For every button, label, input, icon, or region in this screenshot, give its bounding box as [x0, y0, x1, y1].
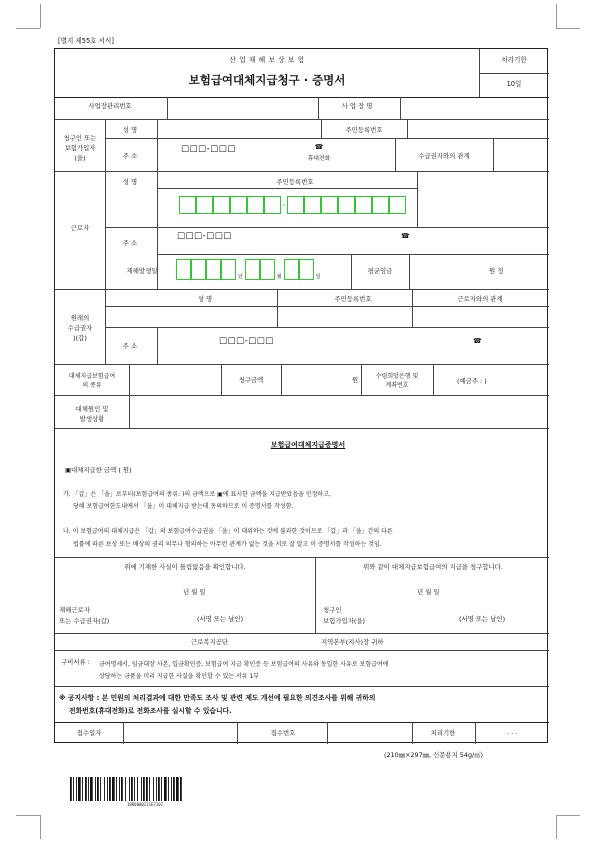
claimant-postal-code[interactable]: □□□-□□□	[181, 144, 236, 154]
claimant-section-label: 청구인 또는 보험가입자 (을)	[63, 134, 97, 162]
form-title: 보험급여대체지급청구 · 증명서	[188, 73, 346, 87]
worker-injury-date-boxes[interactable]	[176, 259, 323, 280]
beneficiary-rrn-field[interactable]	[278, 307, 411, 326]
notice-text: ※ 공지사항 : 본 민원의 처리결과에 대한 만족도 조사 및 관련 제도 개선에 필요한 의견조사를 위해 귀하의 전화번호(휴대전화)로 전화조사를 실시할 수 있습니다.	[59, 694, 376, 715]
claimant-rrn-field[interactable]	[408, 120, 548, 138]
certificate-paragraph-ga: 가. 「갑」은 「을」로부터(보험급여의 종류: )의 금액으로 ▣에 표시한 금액을 지급받았음을 인정하고, 당해 보험급여한도내에서 「을」이 대체지급 받는데 동의하므로 이 증명서를 작성함.	[63, 491, 331, 510]
beneficiary-phone-icon: ☎	[473, 337, 482, 345]
confirm-date-left[interactable]: 년 월 일	[183, 588, 206, 596]
certificate-amount-line[interactable]: ▣대체지급한 금액 ( 원)	[65, 466, 132, 474]
receipt-date-label: 접수일자	[76, 729, 102, 737]
sign-claimant-label: 청구인 보험가입자(을)	[323, 606, 366, 625]
sign-worker-note[interactable]: (서명 또는 날인)	[197, 615, 244, 623]
claimant-name-label: 성 명	[122, 126, 138, 134]
worker-injury-date-label: 재해발생일	[126, 267, 158, 275]
claimant-phone-icon: ☎	[314, 143, 324, 151]
worker-name-label: 성 명	[122, 178, 138, 186]
payment-amount-field[interactable]	[282, 365, 352, 394]
beneficiary-rrn-label: 주민등록번호	[334, 295, 372, 303]
receipt-number-field[interactable]	[328, 723, 411, 743]
deadline-label: 처리기한	[501, 56, 527, 64]
worker-postal-code[interactable]: □□□-□□□	[177, 231, 232, 241]
claimant-address-label: 주 소	[122, 152, 138, 160]
reason-label: 대체원인 및 발생상황	[75, 405, 109, 423]
beneficiary-address-label: 주 소	[122, 342, 138, 350]
claimant-rrn-label: 주민등록번호	[345, 126, 383, 134]
day-label: 일	[315, 274, 321, 280]
employer-name-field[interactable]	[401, 98, 548, 118]
employer-mgmt-no-field[interactable]	[168, 98, 317, 118]
beneficiary-relation-label: 근로자와의 관계	[457, 295, 503, 303]
certificate-paragraph-na: 나. 이 보험급여의 대체지급은 「갑」의 보험급여수급권을 「을」이 대위하는 것에 불과한 것이므로 「갑」과 「을」간의 다른 법률에 따른 보상 또는 배상의 권리 의무나 형의하는 아무런 관계가 없는 것을 서로 잘 알고 이 증명서를 작성하는 것임.	[63, 528, 393, 548]
payment-type-field[interactable]	[130, 365, 220, 394]
receipt-deadline-label: 처리기한	[430, 729, 456, 737]
beneficiary-name-field[interactable]	[106, 307, 276, 326]
worker-avg-wage-label: 평균임금	[367, 267, 393, 275]
confirm-left-text: 위에 기재한 사실이 틀림없음을 확인합니다.	[124, 563, 246, 571]
form-number: [별지 제55호 서식]	[58, 37, 114, 45]
worker-won-label: 원 정	[489, 267, 504, 275]
year-label: 년	[238, 274, 243, 280]
paper-size-note: (210㎜×297㎜, 신문용지 54g/㎡)	[384, 751, 484, 759]
barcode-text: IBR0000111E7107	[126, 802, 164, 807]
receipt-date-field[interactable]	[124, 723, 236, 743]
beneficiary-postal-code[interactable]: □□□-□□□	[219, 336, 274, 346]
beneficiary-name-label: 성 명	[197, 295, 213, 303]
claimant-relation-field[interactable]	[494, 139, 548, 170]
month-label: 월	[276, 274, 282, 280]
beneficiary-section-label: 원래의 수급권자 )(갑)	[67, 314, 93, 342]
attachments-text: 금여명세서, 임금대장 사본, 입금확인증, 보험급여 지급 확인증 등 보험급여의 사유와 동일한 사유로 보험급여에 상당하는 금품을 미리 지급한 사실을 확인할 수 있는 서류 1부	[99, 661, 389, 680]
worker-address-label: 주 소	[122, 239, 138, 247]
sign-claimant-note[interactable]: (서명 또는 날인)	[459, 615, 506, 623]
worker-rrn-label: 주민등록번호	[276, 178, 314, 186]
sign-worker-label: 재해근로자 또는 수급권자(갑)	[59, 606, 110, 625]
confirm-date-right[interactable]: 년 월 일	[417, 588, 440, 596]
receipt-deadline-value: . . .	[507, 728, 518, 736]
payment-account-holder[interactable]: (예금주 : )	[457, 377, 487, 385]
reason-field[interactable]	[130, 396, 548, 427]
worker-avg-wage-field[interactable]	[410, 255, 485, 288]
payment-type-label: 대체지급보험급여 의 종류	[68, 373, 116, 389]
payment-bank-label: 수령희망은행 및 계좌번호	[375, 373, 419, 389]
payment-amount-unit: 원	[352, 376, 359, 384]
recipient-org: 근로복지공단	[191, 638, 229, 646]
claimant-name-field[interactable]	[158, 120, 320, 138]
employer-name-label: 사 업 장 명	[341, 102, 373, 110]
deadline-value: 10일	[506, 80, 522, 88]
attachments-label: 구비서류 :	[61, 658, 90, 666]
certificate-title: 보험급여대체지급증명서	[270, 441, 346, 449]
payment-amount-label: 청구금액	[238, 376, 264, 384]
claimant-relation-label: 수급권자와의 관계	[418, 152, 470, 160]
worker-rrn-boxes[interactable]: -	[179, 196, 406, 218]
worker-name-field[interactable]	[158, 189, 178, 225]
benefit-substitute-payment-form	[54, 48, 548, 743]
confirm-right-text: 위와 같이 대체지급보험급여의 지급을 청구합니다.	[363, 563, 503, 571]
beneficiary-relation-field[interactable]	[413, 307, 548, 326]
employer-mgmt-no-label: 사업장관리번호	[88, 102, 132, 110]
worker-phone-icon: ☎	[401, 232, 410, 240]
claimant-mobile-label: 휴대전화	[307, 156, 331, 162]
recipient-branch: 지역본부(지사)장 귀하	[321, 638, 384, 646]
barcode-icon	[70, 777, 220, 807]
agency-name: 산 업 재 해 보 상 보 험	[229, 56, 305, 64]
receipt-number-label: 접수번호	[270, 729, 296, 737]
worker-section-label: 근로자	[70, 224, 90, 232]
